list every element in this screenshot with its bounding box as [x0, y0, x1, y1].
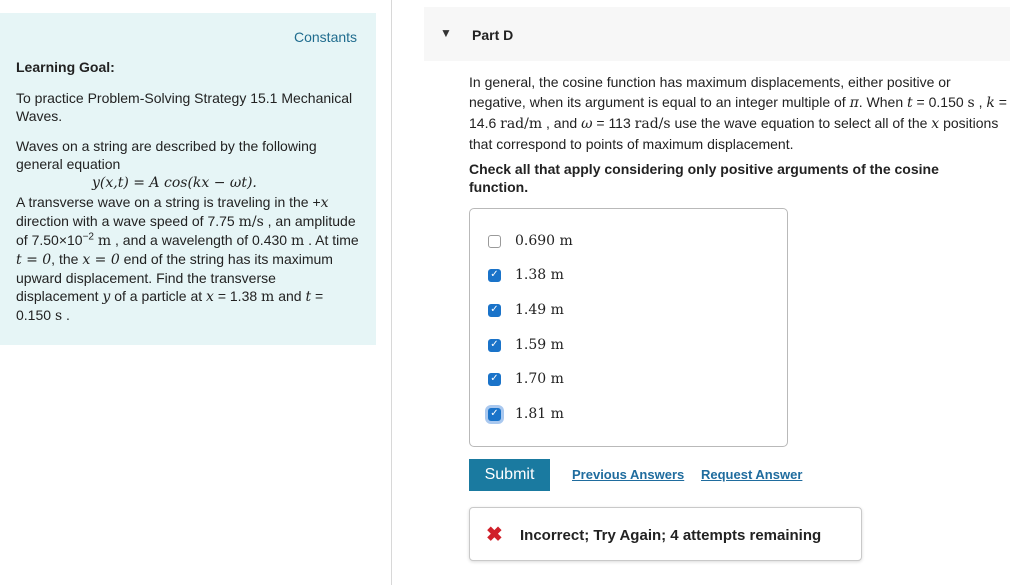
option-4[interactable]	[488, 369, 564, 389]
option-label: 1.70 m	[515, 371, 564, 387]
panel-divider	[391, 0, 392, 585]
request-answer-link[interactable]: Request Answer	[701, 467, 803, 482]
wave-equation: y(x,t) = A cos(kx − ωt).	[92, 175, 257, 191]
problem-statement: A transverse wave on a string is traveling in the +x direction with a wave speed of 7.75 m/s , an amplitude of $7.50\times 10^{-2}$ m , and a wavelength of 0.430 m . At time t = 0, the x = 0 end of the string has its maximum upward displacement. Find the transverse displacement y of a particle at x = 1.38 m and t = 0.150 s .	[16, 194, 359, 324]
instruction-text: Check all that apply considering only positive arguments of the cosine function.	[469, 161, 939, 195]
option-label: 1.81 m	[515, 406, 564, 422]
option-2[interactable]	[488, 300, 564, 320]
option-5[interactable]	[488, 404, 564, 424]
option-label: 1.38 m	[515, 267, 564, 283]
learning-goal-title: Learning Goal:	[16, 59, 115, 75]
submit-button[interactable]: Submit	[469, 459, 550, 491]
option-label: 0.690 m	[515, 233, 573, 249]
part-d-header[interactable]	[424, 7, 1010, 61]
answer-options	[469, 208, 788, 447]
waves-intro-text: Waves on a string are described by the following general equation	[16, 138, 317, 172]
checkbox-1-70[interactable]: ✓	[488, 373, 501, 386]
option-3[interactable]	[488, 335, 564, 355]
option-label: 1.49 m	[515, 302, 564, 318]
question-text: In general, the cosine function has maximum displacements, either positive or negative, when its argument is equal to an integer multiple of π. When t = 0.150 s , k = 14.6 rad/m , and ω = 113 rad/s use the wave equation to select all of the x positions that correspond to points of maximum displacement.	[469, 74, 1007, 152]
checkbox-0-690[interactable]	[488, 235, 501, 248]
incorrect-x-icon: ✖	[486, 524, 503, 546]
checkbox-1-38[interactable]: ✓	[488, 269, 501, 282]
part-title: Part D	[472, 27, 514, 43]
checkbox-1-81[interactable]: ✓	[488, 408, 501, 421]
option-0[interactable]	[488, 231, 573, 251]
learning-goal-panel	[0, 13, 376, 345]
option-1[interactable]	[488, 265, 564, 285]
feedback-box	[469, 507, 862, 561]
constants-link[interactable]: Constants	[294, 29, 358, 45]
previous-answers-link[interactable]: Previous Answers	[572, 467, 685, 482]
checkbox-1-59[interactable]: ✓	[488, 339, 501, 352]
checkbox-1-49[interactable]: ✓	[488, 304, 501, 317]
learning-goal-text: To practice Problem-Solving Strategy 15.1 Mechanical Waves.	[16, 90, 353, 124]
collapse-caret-icon[interactable]: ▼	[440, 26, 452, 40]
option-label: 1.59 m	[515, 337, 564, 353]
feedback-text: Incorrect; Try Again; 4 attempts remaining	[520, 527, 822, 544]
